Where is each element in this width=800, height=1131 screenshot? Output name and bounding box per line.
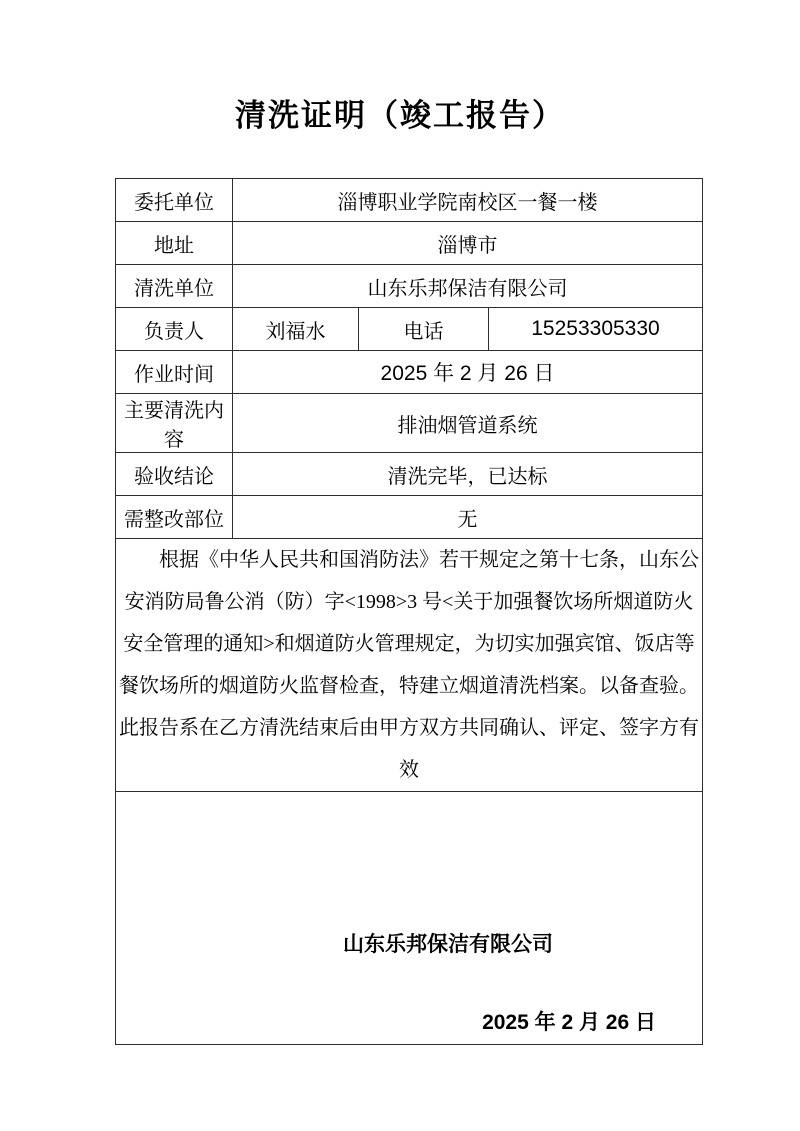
table-row [116,222,703,265]
table-row [116,496,703,539]
row-value-phone: 15253305330 [489,308,703,351]
row-value-person-in-charge: 刘福水 [233,308,359,351]
table-row [116,265,703,308]
row-value-acceptance-result: 清洗完毕，已达标 [233,453,703,496]
row-value-main-content: 排油烟管道系统 [233,394,703,453]
row-value-client: 淄博职业学院南校区一餐一楼 [233,179,703,222]
table-row [116,351,703,394]
table-row [116,179,703,222]
table-row [116,453,703,496]
table-row-notice [116,539,703,792]
row-value-rectification-parts: 无 [233,496,703,539]
row-label-person-in-charge: 负责人 [116,308,233,351]
row-label-address: 地址 [116,222,233,265]
row-label-rectification-parts: 需整改部位 [116,496,233,539]
page-title: 清洗证明（竣工报告） [235,98,565,133]
signature-company-name: 山东乐邦保洁有限公司 [343,933,553,956]
row-label-work-date: 作业时间 [116,351,233,394]
signature-cell [116,792,703,1045]
row-label-acceptance-result: 验收结论 [116,453,233,496]
row-value-cleaning-company: 山东乐邦保洁有限公司 [233,265,703,308]
row-label-main-content: 主要清洗内容 [116,394,233,453]
row-label-phone: 电话 [359,308,489,351]
signature-date: 2025 年 2 月 26 日 [482,1011,656,1034]
report-table [115,178,703,1045]
notice-paragraph: 根据《中华人民共和国消防法》若干规定之第十七条，山东公安消防局鲁公消（防）字<1998>3 号<关于加强餐饮场所烟道防火安全管理的通知>和烟道防火管理规定，为切实加强宾馆、饭店等餐饮场所的烟道防火监督检查，特建立烟道清洗档案。以备查验。此报告系在乙方清洗结束后由甲方双方共同确认、评定、签字方有效 [119,549,699,781]
row-label-cleaning-company: 清洗单位 [116,265,233,308]
table-row [116,394,703,453]
table-row-signature [116,792,703,1045]
table-row [116,308,703,351]
notice-cell [116,539,703,792]
row-value-address: 淄博市 [233,222,703,265]
row-label-client: 委托单位 [116,179,233,222]
row-value-work-date: 2025 年 2 月 26 日 [233,351,703,394]
